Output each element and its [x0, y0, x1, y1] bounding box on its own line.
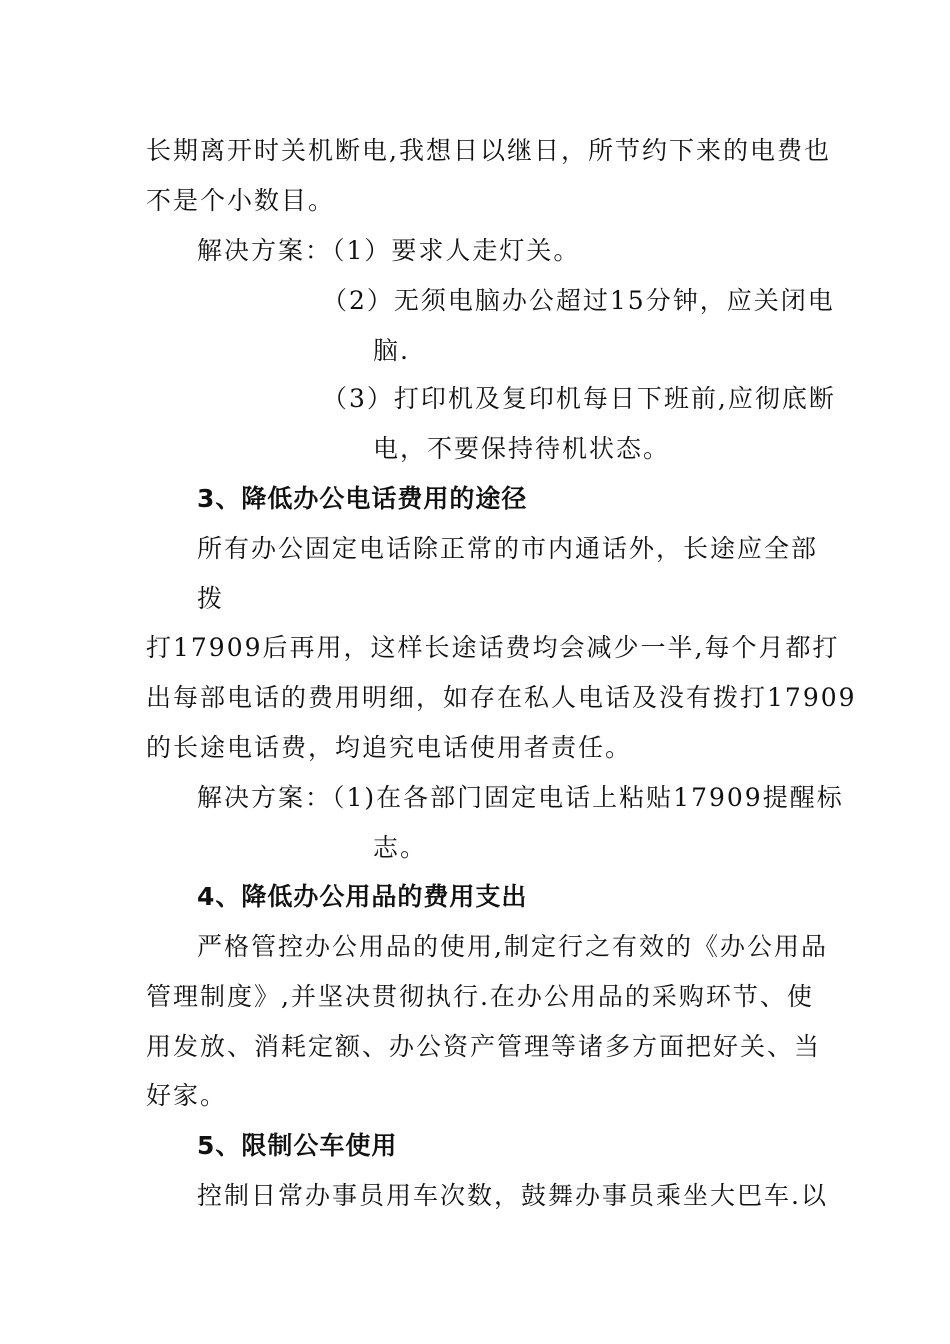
solution-item: （3）打印机及复印机每日下班前,应彻底断 [322, 384, 836, 413]
paragraph-line: 管理制度》,并坚决贯彻执行.在办公用品的采购环节、使 [146, 982, 814, 1011]
solution-item-continued: 脑. [373, 336, 410, 365]
solution-item: （2）无须电脑办公超过15分钟，应关闭电 [322, 286, 835, 315]
paragraph-line: 出每部电话的费用明细，如存在私人电话及没有拨打17909 [146, 683, 857, 712]
paragraph-line: 不是个小数目。 [146, 186, 336, 215]
paragraph-line: 严格管控办公用品的使用,制定行之有效的《办公用品 [197, 932, 828, 961]
paragraph-line: 控制日常办事员用车次数，鼓舞办事员乘坐大巴车.以 [197, 1181, 828, 1210]
paragraph-line: 好家。 [146, 1081, 228, 1110]
paragraph-line: 的长途电话费，均追究电话使用者责任。 [146, 733, 633, 762]
section-heading: 5、限制公车使用 [197, 1131, 398, 1160]
paragraph-line: 长期离开时关机断电,我想日以继日，所节约下来的电费也 [146, 136, 831, 165]
solution-line: 解决方案：（1）要求人走灯关。 [197, 236, 581, 265]
paragraph-line: 打17909后再用，这样长途话费均会减少一半,每个月都打 [146, 633, 840, 662]
solution-item-continued: 志。 [373, 833, 428, 862]
paragraph-line: 所有办公固定电话除正常的市内通话外，长途应全部 [197, 534, 819, 563]
section-heading: 3、降低办公电话费用的途径 [197, 484, 528, 513]
paragraph-line: 用发放、消耗定额、办公资产管理等诸多方面把好关、当 [146, 1032, 822, 1061]
paragraph-line: 拨 [197, 584, 225, 613]
solution-line: 解决方案：（1)在各部门固定电话上粘贴17909提醒标 [197, 783, 844, 812]
section-heading: 4、降低办公用品的费用支出 [197, 882, 528, 911]
solution-item-continued: 电，不要保持待机状态。 [373, 434, 671, 463]
